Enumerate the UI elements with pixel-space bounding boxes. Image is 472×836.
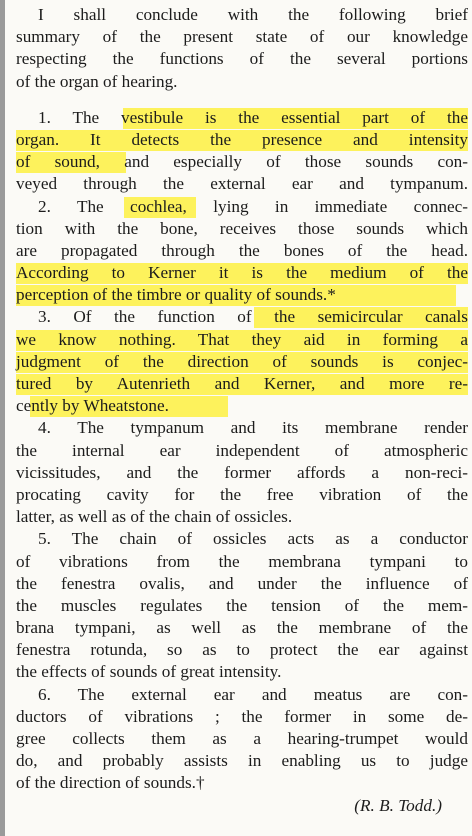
text-line: the fenestra ovalis, and under the influence of [16,573,468,593]
text-line: 2. The cochlea, lying in immediate connec- [38,196,468,216]
text-line: of vibrations from the membrana tympani to [16,551,468,571]
document-page [16,4,468,817]
text-line: 1. The vestibule is the essential part of the [38,107,468,127]
text-line: procating cavity for the free vibration of the [16,484,468,504]
text-line: organ. It detects the presence and intensity [16,129,468,149]
text-line: ductors of vibrations ; the former in some de- [16,706,468,726]
text-line: vicissitudes, and the former affords a non-reci- [16,462,468,482]
text-line: the muscles regulates the tension of the mem- [16,595,468,615]
intro-line: of the organ of hearing. [16,71,178,91]
text-line: veyed through the external ear and tympanum. [16,174,468,194]
text-line: do, and probably assists in enabling us to judge [16,751,468,771]
intro-line: summary of the present state of our knowledge [16,27,468,47]
text-line: the internal ear independent of atmospheric [16,440,468,460]
text-line: perception of the timbre or quality of sounds.* [16,284,468,306]
text-line: the effects of sounds of great intensity. [16,662,282,682]
text-line: 3. Of the function of the semicircular canals [38,307,468,327]
intro-line: respecting the functions of the several portions [16,49,468,69]
text-line: are propagated through the bones of the head. [16,240,468,260]
text-line: According to Kerner it is the medium of the [16,263,468,283]
text-line: brana tympani, as well as the membrane of the [16,618,468,638]
text-line: of sound, and especially of those sounds con- [16,152,468,172]
text-line: cently by Wheatstone. [16,395,468,417]
text-line: 6. The external ear and meatus are con- [38,684,468,704]
text-line: judgment of the direction of sounds is conjec- [16,351,468,371]
text-line: fenestra rotunda, so as to protect the ear against [16,640,468,660]
text-line: we know nothing. That they aid in forming a [16,329,468,349]
text-line: gree collects them as a hearing-trumpet would [16,729,468,748]
text-line: of the direction of sounds.† [16,773,205,793]
text-line: tured by Autenrieth and Kerner, and more re- [16,374,468,393]
text-line: tion with the bone, receives those sounds which [16,218,468,238]
text-line: 5. The chain of ossicles acts as a conductor [38,529,468,549]
text-line: latter, as well as of the chain of ossicles. [16,507,293,527]
text-line: 4. The tympanum and its membrane render [38,418,468,438]
intro-line: I shall conclude with the following brief [38,5,468,24]
page-edge [0,0,5,836]
author-signature: (R. B. Todd.) [354,795,442,815]
